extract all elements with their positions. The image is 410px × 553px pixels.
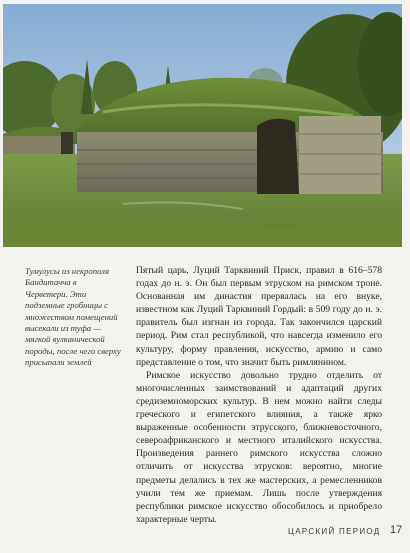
tumulus-photo bbox=[3, 4, 402, 247]
running-footer-section: ЦАРСКИЙ ПЕРИОД bbox=[288, 527, 381, 536]
body-text bbox=[136, 264, 382, 526]
page-number: 17 bbox=[390, 524, 403, 536]
photo-caption: Тумулусы из некрополя Бандитачча в Черветери. Эти подземные гробницы с множеством помещений высекали из туфа — мягкой вулканической породы, после чего сверху присыпали землей bbox=[25, 266, 121, 368]
paragraph-1: Пятый царь, Луций Тарквиний Приск, правил в 616–578 годах до н. э. Он был первым этруском на римском троне. Основанная им династия прервалась на его внуке, известном как Луций Тарквиний Гордый: в 509 году до н. э. правитель был изгнан из города. Так закончился царский период. Рим стал республикой, что навсегда изменило его культуру, форму правления, искусство, армию и само представление о том, что значит быть римлянином. bbox=[136, 265, 382, 368]
paragraph-2: Римское искусство довольно трудно отделить от многочисленных заимствований и адаптаций других средиземноморских культур. В нем можно найти следы греческого и египетского влияния, а также ярко выраженные особенности этрусского, ближневосточного, североафриканского и местного италийского искусства. Произведения раннего римского искусства сложно отличить от искусства этрусков: вероятно, многие предметы делались в тех же мастерских, а ремесленников учили тем же приемам. Лишь после утверждения республики римское искусство обособилось и приобрело характерные черты. bbox=[136, 369, 382, 525]
